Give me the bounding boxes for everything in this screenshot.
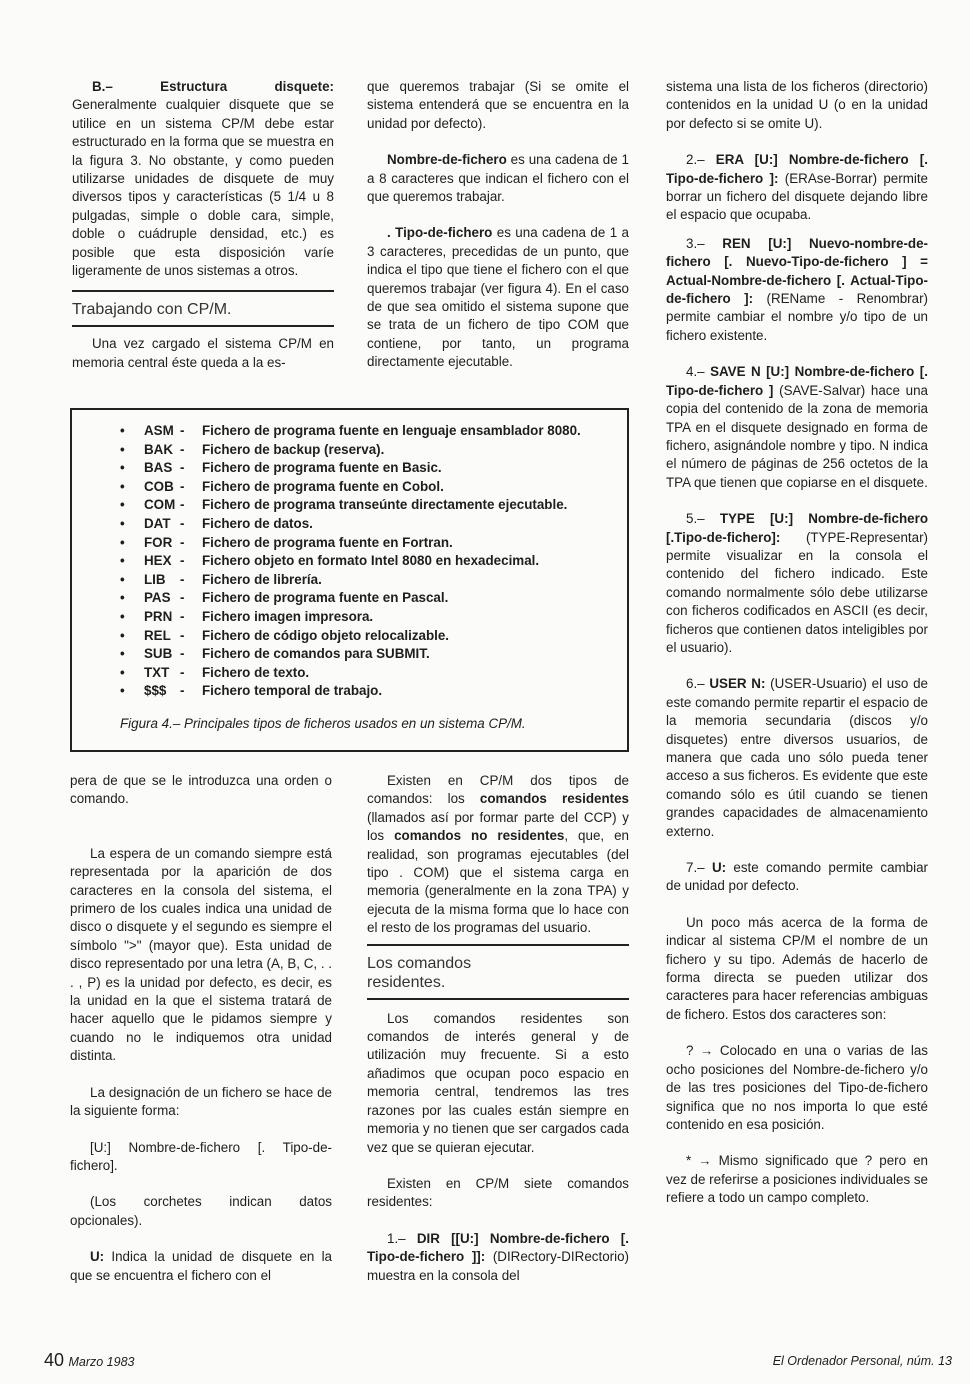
bullet: •: [120, 534, 125, 550]
separator: -: [180, 423, 185, 438]
bullet: •: [120, 627, 125, 643]
paragraph-nombre-de-fichero: Nombre-de-fichero es una cadena de 1 a 8 caracteres que indican el fichero con el que queremos trabajar.: [367, 152, 629, 205]
file-extension: COB: [144, 478, 174, 494]
separator: -: [180, 646, 185, 662]
separator: -: [180, 571, 185, 587]
separator: -: [180, 515, 185, 531]
file-type-list: [120, 422, 581, 701]
file-type-row: [120, 478, 581, 497]
file-extension: FOR: [144, 534, 173, 550]
syntax-line: [U:] Nombre-de-fichero [. Tipo-de-fichero].: [70, 1139, 332, 1173]
bullet: •: [120, 497, 125, 513]
file-type-description: Fichero de texto.: [202, 664, 310, 680]
paragraph: Existen en CP/M siete comandos residentes:: [367, 1175, 629, 1210]
file-extension: PAS: [144, 590, 171, 606]
file-type-description: Fichero de comandos para SUBMIT.: [202, 646, 430, 662]
section-title-comandos-residentes: Los comandos residentes.: [367, 954, 472, 991]
wildcard-asterisk: * → Mismo significado que ? pero en vez de referirse a posiciones individuales se refiere a todo un campo completo.: [666, 1153, 929, 1206]
figure-4-box: [70, 408, 629, 752]
file-type-row: [120, 496, 581, 515]
file-type-description: Fichero de backup (reserva).: [202, 441, 385, 457]
file-type-description: Fichero de programa fuente en Basic.: [202, 460, 442, 476]
separator: -: [180, 590, 185, 606]
separator: -: [180, 627, 185, 643]
magazine-name: El Ordenador Personal, núm. 13: [772, 1354, 952, 1368]
issue-date: Marzo 1983: [68, 1355, 135, 1369]
file-extension: LIB: [144, 571, 166, 587]
column-1-top: [72, 78, 334, 372]
file-type-row: [120, 441, 581, 460]
file-extension: HEX: [144, 553, 172, 569]
figure-caption: Figura 4.– Principales tipos de ficheros usados en un sistema CP/M.: [120, 716, 526, 731]
page-footer-left: [44, 1350, 135, 1371]
file-type-description: Fichero de programa fuente en Fortran.: [202, 534, 453, 550]
paragraph: pera de que se le introduzca una orden o comando.: [70, 773, 332, 807]
column-2-top: [367, 78, 629, 372]
separator: -: [180, 683, 185, 699]
command-dir: 1.– DIR [[U:] Nombre-de-fichero [. Tipo-de-fichero ]]: (DIRectory-DIRectorio) muestra en la consola del: [367, 1230, 629, 1283]
command-era: 2.– ERA [U:] Nombre-de-fichero [. Tipo-de-fichero ]: (ERAse-Borrar) permite borrar un fichero del disquete dejando libre el espacio que ocupaba.: [666, 152, 928, 223]
file-extension: SUB: [144, 646, 173, 662]
column-2-bottom: [367, 772, 629, 1285]
paragraph-unidad: U: Indica la unidad de disquete en la que se encuentra el fichero con el: [70, 1249, 332, 1283]
paragraph-tipo-de-fichero: . Tipo-de-fichero es una cadena de 1 a 3 caracteres, precedidas de un punto, que indica el tipo que tiene el fichero con el que queremos trabajar (ver figura 4). En el caso de que sea omitido el sistema supone que se trata de un fichero de tipo COM que contiene, por tanto, un programa directamente ejecutable.: [367, 225, 629, 370]
file-type-description: Fichero de programa fuente en Cobol.: [202, 478, 444, 494]
command-user: 6.– USER N: (USER-Usuario) el uso de este comando permite repartir el espacio de la memoria secundaria (discos y/o disquetes) entre diversos usuarios, de manera que cada uno sólo pueda tener acceso a sus ficheros. Es evidente que este comando sólo es útil cuando se tienen grandes capacidades de almacenamiento externo.: [666, 676, 928, 839]
command-u: 7.– U: este comando permite cambiar de unidad por defecto.: [666, 860, 928, 894]
separator: -: [180, 553, 185, 569]
file-extension: $$$: [144, 683, 167, 699]
bullet: •: [120, 664, 125, 680]
file-extension: REL: [144, 627, 171, 643]
file-type-row: [120, 515, 581, 534]
bullet: •: [120, 515, 125, 531]
file-type-description: Fichero objeto en formato Intel 8080 en hexadecimal.: [202, 553, 540, 569]
paragraph: (Los corchetes indican datos opcionales).: [70, 1194, 332, 1228]
file-extension: PRN: [144, 608, 173, 624]
file-extension: ASM: [144, 423, 174, 438]
separator: -: [180, 497, 185, 513]
file-type-row: [120, 608, 581, 627]
file-type-row: [120, 422, 581, 441]
file-type-row: [120, 664, 581, 683]
file-type-description: Fichero de datos.: [202, 515, 313, 531]
separator: -: [180, 478, 185, 494]
bullet: •: [120, 590, 125, 606]
paragraph-tipos-comandos: Existen en CP/M dos tipos de comandos: los comandos residentes (llamados así por formar parte del CCP) y los comandos no residentes, que, en realidad, son programas ejecutables (del tipo . COM) que el sistema carga en memoria (generalmente en la zona TPA) y ejecuta de la misma forma que lo hace con el resto de los programas del usuario.: [367, 773, 629, 936]
bullet: •: [120, 683, 125, 699]
paragraph: Una vez cargado el sistema CP/M en memoria central éste queda a la es-: [72, 336, 334, 370]
command-type: 5.– TYPE [U:] Nombre-de-fichero [.Tipo-de-fichero]: (TYPE-Representar) permite visualizar en la consola el contenido del fichero indicado. Este comando normalmente sólo debe utilizarse con ficheros codificados en ASCII (es decir, ficheros que contienen datos inteligibles por el usuario).: [666, 511, 928, 655]
page-number: 40: [44, 1350, 65, 1370]
file-extension: BAS: [144, 460, 173, 476]
file-extension: TXT: [144, 664, 170, 680]
bullet: •: [120, 423, 125, 438]
file-type-row: [120, 682, 581, 701]
column-3: [666, 78, 928, 1208]
file-type-description: Fichero temporal de trabajo.: [202, 683, 383, 699]
paragraph: Los comandos residentes son comandos de interés general y de utilización muy frecuente. Si a esto añadimos que ocupan poco espacio en memoria central, tendremos las tres razones por las cuales están siempre en memoria y no tienen que ser cargados cada vez que se quieran ejecutar.: [367, 1010, 629, 1155]
separator: -: [180, 441, 185, 457]
bullet: •: [120, 441, 125, 457]
paragraph: sistema una lista de los ficheros (directorio) contenidos en la unidad U (o en la unidad por defecto si se omite U).: [666, 79, 928, 131]
bullet: •: [120, 478, 125, 494]
paragraph: La designación de un fichero se hace de la siguiente forma:: [70, 1084, 332, 1119]
file-type-description: Fichero de código objeto relocalizable.: [202, 627, 450, 643]
file-type-description: Fichero de librería.: [202, 571, 322, 587]
file-type-description: Fichero de programa transeúnte directamente ejecutable.: [202, 497, 568, 513]
command-ren: 3.– REN [U:] Nuevo-nombre-de-fichero [. Nuevo-Tipo-de-fichero ] = Actual-Nombre-de-fichero [. Actual-Tipo-de-fichero ]: (REName - Renombrar) permite cambiar el nombre y/o tipo de un fichero existente.: [666, 235, 929, 343]
paragraph-estructura-disquete: B.– Estructura disquete: Generalmente cualquier disquete que se utilice en un sistema CP/M debe estar estructurado en la forma que se muestra en la figura 3. No obstante, y como pueden utilizarse unidades de disquete de muy diversos tipos y características (5 1/4 u 8 pulgadas, simple o doble cara, simple, doble o cuádruple densidad, etc.) es posible que esta disposición varíe ligeramente de unos sistemas a otros.: [72, 79, 334, 279]
bullet: •: [120, 553, 125, 569]
file-type-row: [120, 627, 581, 646]
paragraph-heading: B.– Estructura disquete:: [92, 79, 334, 94]
bullet: •: [120, 571, 125, 587]
file-extension: BAK: [144, 441, 174, 457]
file-type-row: [120, 571, 581, 590]
section-title-trabajando: Trabajando con CP/M.: [72, 301, 232, 319]
bullet: •: [120, 460, 125, 476]
file-type-row: [120, 645, 581, 664]
wildcard-question: ? → Colocado en una o varias de las ocho posiciones del Nombre-de-fichero y/o de las tres posiciones del Tipo-de-fichero significa que no nos importa lo que esté contenido en esa posición.: [666, 1043, 928, 1132]
file-type-description: Fichero de programa fuente en lenguaje ensamblador 8080.: [202, 423, 581, 438]
command-save: 4.– SAVE N [U:] Nombre-de-fichero [. Tipo-de-fichero ] (SAVE-Salvar) hace una copia del contenido de la zona de memoria TPA en el disquete designado en forma de fichero, asignándole nombre y tipo. N indica el número de páginas de 256 octetos de la TPA que tienen que copiarse en el disquete.: [666, 364, 928, 490]
separator: -: [180, 664, 185, 680]
file-type-row: [120, 459, 581, 478]
separator: -: [180, 534, 185, 550]
separator: -: [180, 608, 185, 624]
separator: -: [180, 460, 185, 476]
file-extension: DAT: [144, 515, 171, 531]
file-type-description: Fichero imagen impresora.: [202, 608, 374, 624]
paragraph: que queremos trabajar (Si se omite el sistema entenderá que se encuentra en la unidad por defecto).: [367, 79, 629, 131]
file-type-row: [120, 552, 581, 571]
bullet: •: [120, 608, 125, 624]
file-type-description: Fichero de programa fuente en Pascal.: [202, 590, 449, 606]
bullet: •: [120, 646, 125, 662]
paragraph: La espera de un comando siempre está representada por la aparición de dos caracteres en la consola del sistema, el primero de los cuales indica una unidad de disco o disquete y el segundo es siempre el símbolo ">" (mayor que). Esta unidad de disco representado por una letra (A, B, C, . . . , P) es la unidad por defecto, es decir, es la unidad en la que el sistema tratará de hacer aquello que le pidamos siempre y cuando no le indiquemos otra unidad distinta.: [70, 845, 332, 1064]
file-type-row: [120, 534, 581, 553]
column-1-bottom: [70, 772, 332, 1285]
paragraph: Un poco más acerca de la forma de indicar al sistema CP/M el nombre de un fichero y su tipo. Además de hacerlo de forma directa se pueden utilizar dos caracteres para hacer referencias ambiguas de fichero. Estos dos caracteres son:: [666, 914, 928, 1022]
file-extension: COM: [144, 497, 176, 513]
file-type-row: [120, 589, 581, 608]
